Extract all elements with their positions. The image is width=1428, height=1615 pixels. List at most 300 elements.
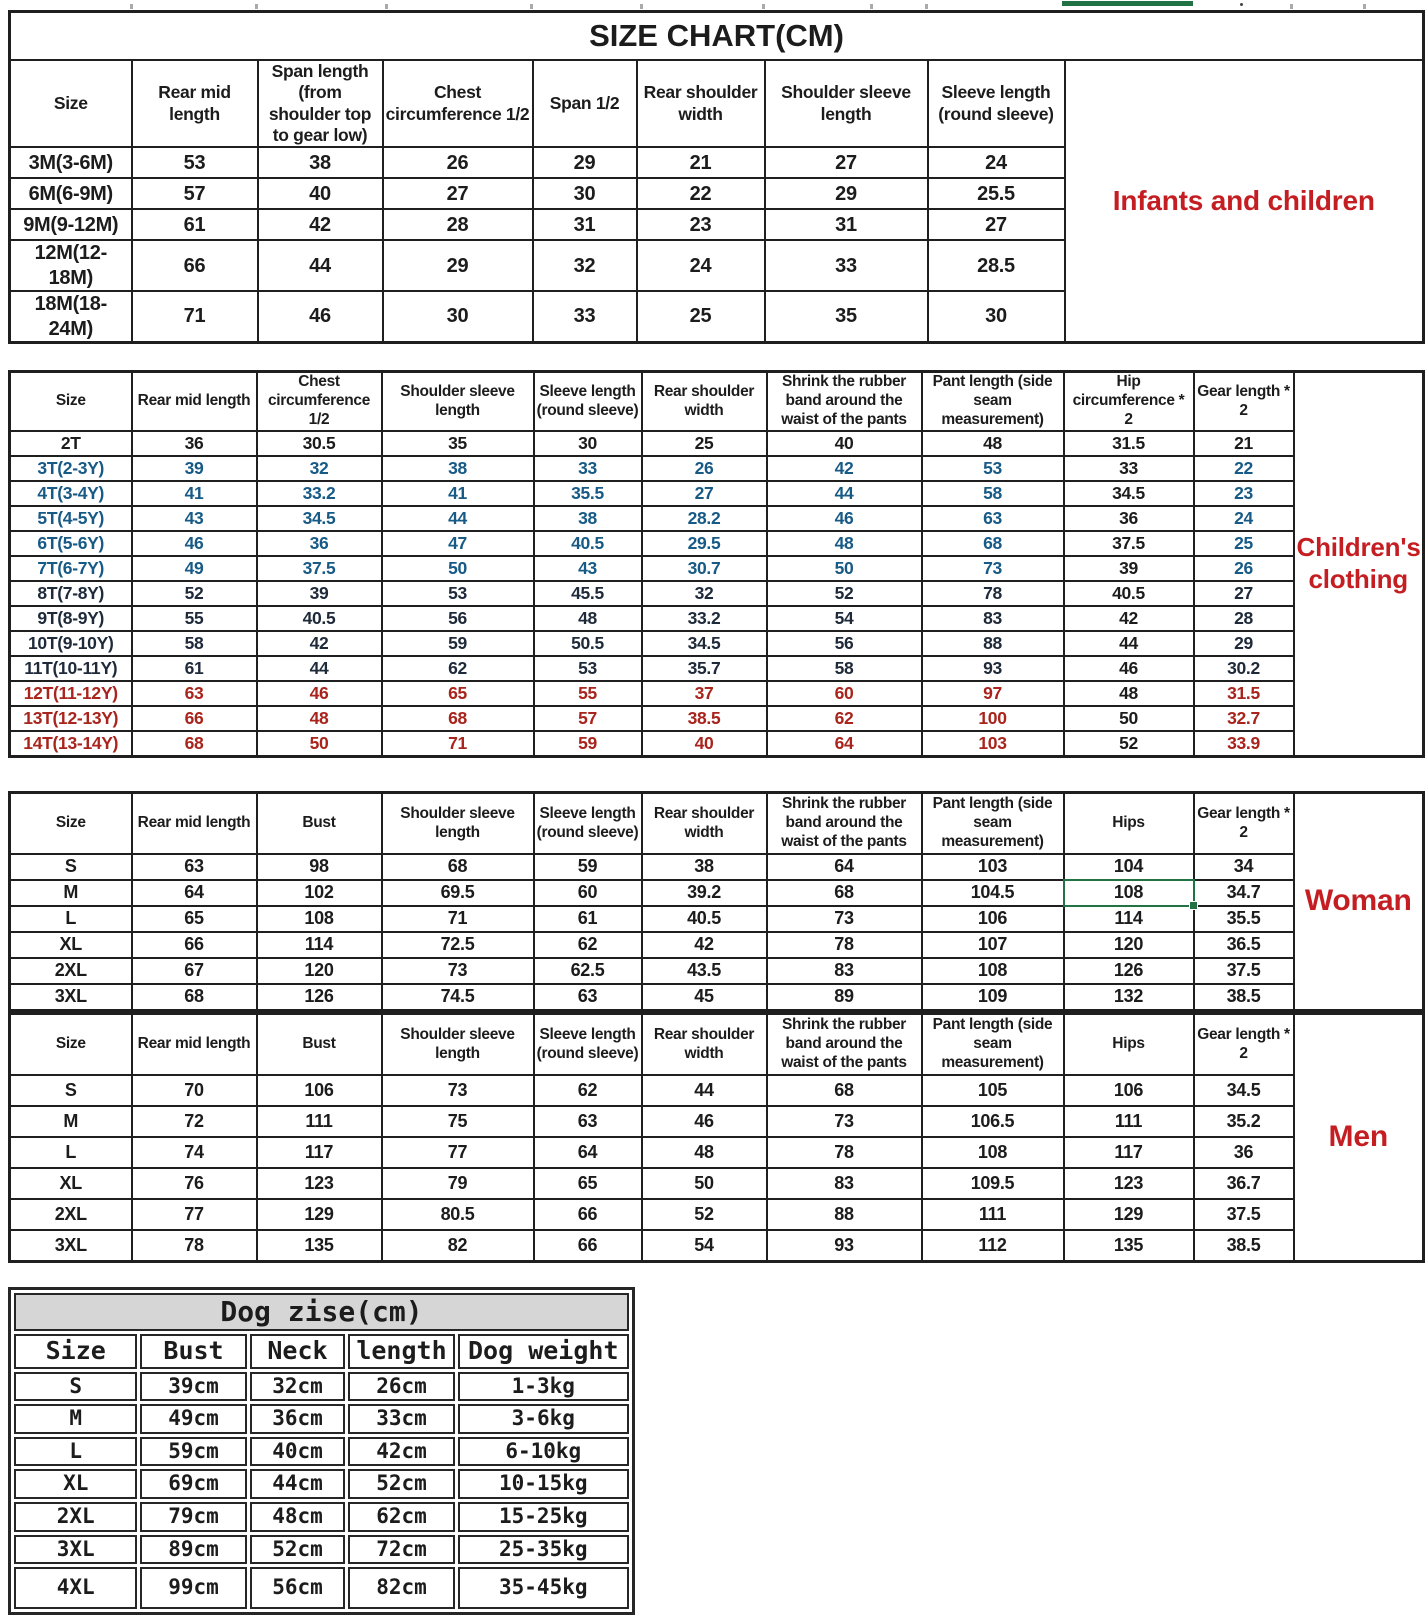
data-cell[interactable]: 52 (642, 1199, 767, 1230)
data-cell[interactable]: 26 (383, 147, 533, 178)
data-cell[interactable]: 53 (922, 456, 1064, 481)
column-header[interactable]: Gear length * 2 (1194, 1013, 1294, 1075)
data-cell[interactable]: 43.5 (642, 958, 767, 984)
data-cell[interactable]: 62 (382, 656, 534, 681)
data-cell[interactable]: 129 (257, 1199, 382, 1230)
data-cell[interactable]: 42 (767, 456, 922, 481)
data-cell[interactable]: 48 (767, 531, 922, 556)
data-cell[interactable]: 52cm (250, 1535, 346, 1565)
data-cell[interactable]: 126 (1064, 958, 1194, 984)
data-cell[interactable]: 63 (132, 681, 257, 706)
size-cell[interactable]: S (10, 854, 132, 880)
column-header[interactable]: Size (10, 371, 132, 431)
column-header[interactable]: Hips (1064, 1013, 1194, 1075)
data-cell[interactable]: 50.5 (534, 631, 642, 656)
size-cell[interactable]: 8T(7-8Y) (10, 581, 132, 606)
column-header[interactable]: Dog weight (458, 1334, 629, 1369)
size-cell[interactable]: S (14, 1372, 137, 1402)
column-header[interactable]: Pant length (side seam measurement) (922, 371, 1064, 431)
data-cell[interactable]: 68 (922, 531, 1064, 556)
size-cell[interactable]: 3M(3-6M) (10, 147, 132, 178)
data-cell[interactable]: 65 (534, 1168, 642, 1199)
data-cell[interactable]: 104.5 (922, 880, 1064, 906)
data-cell[interactable]: 65 (382, 681, 534, 706)
data-cell[interactable]: 27 (1194, 581, 1294, 606)
data-cell[interactable]: 49cm (140, 1404, 246, 1434)
size-cell[interactable]: 9T(8-9Y) (10, 606, 132, 631)
data-cell[interactable]: 38.5 (1194, 984, 1294, 1010)
size-cell[interactable]: 3T(2-3Y) (10, 456, 132, 481)
data-cell[interactable]: 45 (642, 984, 767, 1010)
column-header[interactable]: length (348, 1334, 454, 1369)
data-cell[interactable]: 58 (922, 481, 1064, 506)
data-cell[interactable]: 32 (533, 240, 637, 291)
data-cell[interactable]: 56 (382, 606, 534, 631)
data-cell[interactable]: 45.5 (534, 581, 642, 606)
data-cell[interactable]: 44 (382, 506, 534, 531)
column-header[interactable]: Shrink the rubber band around the waist of the pants (767, 792, 922, 854)
data-cell[interactable]: 135 (257, 1230, 382, 1261)
data-cell[interactable]: 42cm (348, 1437, 454, 1467)
data-cell[interactable]: 40.5 (1064, 581, 1194, 606)
data-cell[interactable]: 62 (534, 1075, 642, 1106)
size-cell[interactable]: L (14, 1437, 137, 1467)
data-cell[interactable]: 25-35kg (458, 1535, 629, 1565)
size-cell[interactable]: M (14, 1404, 137, 1434)
size-cell[interactable]: M (10, 1106, 132, 1137)
data-cell[interactable]: 58 (132, 631, 257, 656)
data-cell[interactable]: 61 (132, 656, 257, 681)
size-cell[interactable]: XL (14, 1469, 137, 1499)
data-cell[interactable]: 82cm (348, 1567, 454, 1609)
data-cell[interactable]: 15-25kg (458, 1502, 629, 1532)
data-cell[interactable]: 33.2 (642, 606, 767, 631)
data-cell[interactable]: 21 (637, 147, 765, 178)
column-header[interactable]: Rear shoulder width (637, 60, 765, 147)
size-cell[interactable]: 2XL (14, 1502, 137, 1532)
data-cell[interactable]: 48cm (250, 1502, 346, 1532)
data-cell[interactable]: 42 (258, 209, 383, 240)
data-cell[interactable]: 34 (1194, 854, 1294, 880)
data-cell[interactable]: 41 (132, 481, 257, 506)
data-cell[interactable]: 73 (767, 1106, 922, 1137)
data-cell[interactable]: 52 (1064, 731, 1194, 756)
data-cell[interactable]: 46 (132, 531, 257, 556)
data-cell[interactable]: 68 (382, 854, 534, 880)
data-cell[interactable]: 117 (257, 1137, 382, 1168)
data-cell[interactable]: 42 (257, 631, 382, 656)
data-cell[interactable]: 135 (1064, 1230, 1194, 1261)
data-cell[interactable]: 30 (533, 178, 637, 209)
column-header[interactable]: Size (14, 1334, 137, 1369)
column-header[interactable]: Shoulder sleeve length (382, 371, 534, 431)
data-cell[interactable]: 68 (767, 880, 922, 906)
data-cell[interactable]: 27 (765, 147, 928, 178)
data-cell[interactable]: 30 (534, 431, 642, 456)
data-cell[interactable]: 106 (1064, 1075, 1194, 1106)
data-cell[interactable]: 33cm (348, 1404, 454, 1434)
size-cell[interactable]: 9M(9-12M) (10, 209, 132, 240)
data-cell[interactable]: 105 (922, 1075, 1064, 1106)
data-cell[interactable]: 50 (382, 556, 534, 581)
data-cell[interactable]: 30 (928, 291, 1065, 342)
data-cell[interactable]: 52 (767, 581, 922, 606)
column-header[interactable]: Hip circumference * 2 (1064, 371, 1194, 431)
data-cell[interactable]: 63 (534, 984, 642, 1010)
data-cell[interactable]: 68 (382, 706, 534, 731)
data-cell[interactable]: 58 (767, 656, 922, 681)
column-header[interactable]: Size (10, 1013, 132, 1075)
data-cell[interactable]: 104 (1064, 854, 1194, 880)
data-cell[interactable]: 57 (132, 178, 258, 209)
size-cell[interactable]: M (10, 880, 132, 906)
data-cell[interactable]: 35 (382, 431, 534, 456)
data-cell[interactable]: 35-45kg (458, 1567, 629, 1609)
data-cell[interactable]: 98 (257, 854, 382, 880)
data-cell[interactable]: 25 (1194, 531, 1294, 556)
data-cell[interactable]: 111 (1064, 1106, 1194, 1137)
size-cell[interactable]: 4XL (14, 1567, 137, 1609)
data-cell[interactable]: 93 (922, 656, 1064, 681)
data-cell[interactable]: 61 (132, 209, 258, 240)
size-cell[interactable]: 5T(4-5Y) (10, 506, 132, 531)
data-cell[interactable]: 56 (767, 631, 922, 656)
data-cell[interactable]: 82 (382, 1230, 534, 1261)
data-cell[interactable]: 76 (132, 1168, 257, 1199)
data-cell[interactable]: 31 (533, 209, 637, 240)
data-cell[interactable]: 39 (257, 581, 382, 606)
data-cell[interactable]: 29 (383, 240, 533, 291)
data-cell[interactable]: 25 (637, 291, 765, 342)
data-cell[interactable]: 28 (383, 209, 533, 240)
column-header[interactable]: Shrink the rubber band around the waist of the pants (767, 1013, 922, 1075)
data-cell[interactable]: 41 (382, 481, 534, 506)
data-cell[interactable]: 42 (642, 932, 767, 958)
data-cell[interactable]: 107 (922, 932, 1064, 958)
data-cell[interactable]: 83 (767, 1168, 922, 1199)
data-cell[interactable]: 31.5 (1194, 681, 1294, 706)
data-cell[interactable]: 40 (767, 431, 922, 456)
data-cell[interactable]: 33 (533, 291, 637, 342)
data-cell[interactable]: 55 (132, 606, 257, 631)
column-header[interactable]: Hips (1064, 792, 1194, 854)
data-cell[interactable]: 40.5 (642, 906, 767, 932)
category-label[interactable]: Woman (1294, 792, 1424, 1010)
data-cell[interactable]: 120 (1064, 932, 1194, 958)
data-cell[interactable]: 53 (132, 147, 258, 178)
data-cell[interactable]: 46 (767, 506, 922, 531)
data-cell[interactable]: 48 (534, 606, 642, 631)
column-header[interactable]: Chest circumference 1/2 (383, 60, 533, 147)
size-cell[interactable]: 6T(5-6Y) (10, 531, 132, 556)
data-cell[interactable]: 48 (922, 431, 1064, 456)
data-cell[interactable]: 112 (922, 1230, 1064, 1261)
data-cell[interactable]: 36.5 (1194, 932, 1294, 958)
data-cell[interactable]: 78 (767, 1137, 922, 1168)
data-cell[interactable]: 34.5 (1064, 481, 1194, 506)
data-cell[interactable]: 38 (382, 456, 534, 481)
data-cell[interactable]: 26 (1194, 556, 1294, 581)
data-cell[interactable]: 99cm (140, 1567, 246, 1609)
data-cell[interactable]: 50 (642, 1168, 767, 1199)
size-cell[interactable]: XL (10, 932, 132, 958)
size-cell[interactable]: 2XL (10, 958, 132, 984)
data-cell[interactable]: 36 (1194, 1137, 1294, 1168)
data-cell[interactable]: 33 (765, 240, 928, 291)
data-cell[interactable]: 25.5 (928, 178, 1065, 209)
column-header[interactable]: Bust (140, 1334, 246, 1369)
column-header[interactable]: Sleeve length (round sleeve) (534, 1013, 642, 1075)
data-cell[interactable]: 63 (922, 506, 1064, 531)
data-cell[interactable]: 88 (767, 1199, 922, 1230)
size-cell[interactable]: L (10, 1137, 132, 1168)
data-cell[interactable]: 29 (533, 147, 637, 178)
data-cell[interactable]: 31.5 (1064, 431, 1194, 456)
data-cell[interactable]: 72.5 (382, 932, 534, 958)
data-cell[interactable]: 111 (922, 1199, 1064, 1230)
data-cell[interactable]: 71 (132, 291, 258, 342)
data-cell[interactable]: 111 (257, 1106, 382, 1137)
data-cell[interactable]: 36.7 (1194, 1168, 1294, 1199)
column-header[interactable]: Shoulder sleeve length (382, 1013, 534, 1075)
data-cell[interactable]: 66 (132, 706, 257, 731)
data-cell[interactable]: 80.5 (382, 1199, 534, 1230)
data-cell[interactable]: 28 (1194, 606, 1294, 631)
data-cell[interactable]: 60 (534, 880, 642, 906)
data-cell[interactable]: 53 (534, 656, 642, 681)
data-cell[interactable]: 69cm (140, 1469, 246, 1499)
data-cell[interactable]: 68 (132, 984, 257, 1010)
data-cell[interactable]: 29.5 (642, 531, 767, 556)
data-cell[interactable]: 68 (767, 1075, 922, 1106)
column-header[interactable]: Bust (257, 792, 382, 854)
column-header[interactable]: Gear length * 2 (1194, 792, 1294, 854)
data-cell[interactable]: 55 (534, 681, 642, 706)
data-cell[interactable]: 64 (534, 1137, 642, 1168)
data-cell[interactable]: 106 (922, 906, 1064, 932)
data-cell[interactable]: 26cm (348, 1372, 454, 1402)
data-cell[interactable]: 103 (922, 854, 1064, 880)
data-cell[interactable]: 108 (922, 958, 1064, 984)
data-cell[interactable]: 52 (132, 581, 257, 606)
data-cell[interactable]: 68 (132, 731, 257, 756)
data-cell[interactable]: 23 (637, 209, 765, 240)
data-cell[interactable]: 109.5 (922, 1168, 1064, 1199)
data-cell[interactable]: 38 (258, 147, 383, 178)
data-cell[interactable]: 27 (928, 209, 1065, 240)
data-cell[interactable]: 40cm (250, 1437, 346, 1467)
data-cell[interactable]: 29 (765, 178, 928, 209)
data-cell[interactable]: 36 (1064, 506, 1194, 531)
column-header[interactable]: Rear shoulder width (642, 792, 767, 854)
data-cell[interactable]: 132 (1064, 984, 1194, 1010)
data-cell[interactable]: 28.5 (928, 240, 1065, 291)
data-cell[interactable]: 57 (534, 706, 642, 731)
column-header[interactable]: Pant length (side seam measurement) (922, 1013, 1064, 1075)
data-cell[interactable]: 123 (1064, 1168, 1194, 1199)
data-cell[interactable]: 78 (922, 581, 1064, 606)
data-cell[interactable]: 48 (642, 1137, 767, 1168)
data-cell[interactable]: 74 (132, 1137, 257, 1168)
size-cell[interactable]: 2XL (10, 1199, 132, 1230)
data-cell[interactable]: 77 (382, 1137, 534, 1168)
data-cell[interactable]: 59 (534, 731, 642, 756)
size-cell[interactable]: 3XL (14, 1535, 137, 1565)
data-cell[interactable]: 46 (1064, 656, 1194, 681)
data-cell[interactable]: 40.5 (257, 606, 382, 631)
data-cell[interactable]: 37.5 (1064, 531, 1194, 556)
size-cell[interactable]: 12T(11-12Y) (10, 681, 132, 706)
data-cell[interactable]: 60 (767, 681, 922, 706)
data-cell[interactable]: 108 (257, 906, 382, 932)
column-header[interactable]: Pant length (side seam measurement) (922, 792, 1064, 854)
column-header[interactable]: Shrink the rubber band around the waist of the pants (767, 371, 922, 431)
data-cell[interactable]: 69.5 (382, 880, 534, 906)
data-cell[interactable]: 22 (1194, 456, 1294, 481)
data-cell[interactable]: 38.5 (642, 706, 767, 731)
data-cell[interactable]: 114 (257, 932, 382, 958)
data-cell[interactable]: 32cm (250, 1372, 346, 1402)
data-cell[interactable]: 21 (1194, 431, 1294, 456)
column-header[interactable]: Span length (from shoulder top to gear low) (258, 60, 383, 147)
category-label[interactable]: Men (1294, 1013, 1424, 1261)
data-cell[interactable]: 120 (257, 958, 382, 984)
data-cell[interactable]: 93 (767, 1230, 922, 1261)
data-cell[interactable]: 106.5 (922, 1106, 1064, 1137)
data-cell[interactable]: 62 (534, 932, 642, 958)
column-header[interactable]: Size (10, 60, 132, 147)
data-cell[interactable]: 46 (257, 681, 382, 706)
column-header[interactable]: Gear length * 2 (1194, 371, 1294, 431)
data-cell[interactable]: 42 (1064, 606, 1194, 631)
data-cell[interactable]: 40 (642, 731, 767, 756)
size-cell[interactable]: 6M(6-9M) (10, 178, 132, 209)
data-cell[interactable]: 44cm (250, 1469, 346, 1499)
data-cell[interactable]: 88 (922, 631, 1064, 656)
data-cell[interactable]: 35.5 (534, 481, 642, 506)
data-cell[interactable]: 43 (534, 556, 642, 581)
data-cell[interactable]: 44 (1064, 631, 1194, 656)
data-cell[interactable]: 40 (258, 178, 383, 209)
data-cell[interactable]: 30.5 (257, 431, 382, 456)
size-cell[interactable]: 12M(12-18M) (10, 240, 132, 291)
data-cell[interactable]: 39cm (140, 1372, 246, 1402)
data-cell[interactable]: 34.5 (257, 506, 382, 531)
data-cell[interactable]: 48 (257, 706, 382, 731)
data-cell[interactable]: 30.2 (1194, 656, 1294, 681)
column-header[interactable]: Chest circumference 1/2 (257, 371, 382, 431)
data-cell[interactable]: 37.5 (1194, 958, 1294, 984)
data-cell[interactable]: 50 (1064, 706, 1194, 731)
data-cell[interactable]: 89cm (140, 1535, 246, 1565)
category-label[interactable]: Infants and children (1065, 60, 1424, 342)
data-cell[interactable]: 44 (767, 481, 922, 506)
data-cell[interactable]: 33.2 (257, 481, 382, 506)
data-cell[interactable]: 30.7 (642, 556, 767, 581)
column-header[interactable]: Bust (257, 1013, 382, 1075)
data-cell[interactable]: 44 (258, 240, 383, 291)
data-cell[interactable]: 27 (642, 481, 767, 506)
data-cell[interactable]: 29 (1194, 631, 1294, 656)
data-cell[interactable]: 59 (534, 854, 642, 880)
data-cell[interactable]: 46 (642, 1106, 767, 1137)
data-cell[interactable]: 10-15kg (458, 1469, 629, 1499)
data-cell[interactable]: 37.5 (257, 556, 382, 581)
column-header[interactable]: Sleeve length (round sleeve) (534, 792, 642, 854)
data-cell[interactable]: 48 (1064, 681, 1194, 706)
data-cell[interactable]: 83 (767, 958, 922, 984)
size-cell[interactable]: 11T(10-11Y) (10, 656, 132, 681)
data-cell[interactable]: 64 (767, 854, 922, 880)
data-cell[interactable]: 75 (382, 1106, 534, 1137)
data-cell[interactable]: 70 (132, 1075, 257, 1106)
data-cell[interactable]: 39 (1064, 556, 1194, 581)
data-cell[interactable]: 66 (534, 1199, 642, 1230)
data-cell[interactable]: 24 (637, 240, 765, 291)
data-cell[interactable]: 3-6kg (458, 1404, 629, 1434)
data-cell[interactable]: 38 (642, 854, 767, 880)
data-cell[interactable]: 6-10kg (458, 1437, 629, 1467)
column-header[interactable]: Sleeve length (round sleeve) (928, 60, 1065, 147)
data-cell[interactable]: 65 (132, 906, 257, 932)
column-header[interactable]: Shoulder sleeve length (765, 60, 928, 147)
column-header[interactable]: Rear mid length (132, 60, 258, 147)
data-cell[interactable]: 31 (765, 209, 928, 240)
data-cell[interactable]: 30 (383, 291, 533, 342)
size-cell[interactable]: L (10, 906, 132, 932)
column-header[interactable]: Neck (250, 1334, 346, 1369)
data-cell[interactable]: 66 (132, 932, 257, 958)
data-cell[interactable]: 32.7 (1194, 706, 1294, 731)
data-cell[interactable]: 109 (922, 984, 1064, 1010)
data-cell[interactable]: 47 (382, 531, 534, 556)
data-cell[interactable]: 108 (922, 1137, 1064, 1168)
data-cell[interactable]: 44 (642, 1075, 767, 1106)
category-label[interactable]: Children's clothing (1294, 371, 1424, 756)
data-cell[interactable]: 39 (132, 456, 257, 481)
size-chart-title[interactable]: SIZE CHART(CM) (10, 12, 1424, 61)
data-cell[interactable]: 117 (1064, 1137, 1194, 1168)
active-cell[interactable]: 108 (1064, 880, 1194, 906)
data-cell[interactable]: 78 (132, 1230, 257, 1261)
data-cell[interactable]: 89 (767, 984, 922, 1010)
data-cell[interactable]: 32 (257, 456, 382, 481)
column-header[interactable]: Rear mid length (132, 371, 257, 431)
data-cell[interactable]: 59 (382, 631, 534, 656)
size-cell[interactable]: 10T(9-10Y) (10, 631, 132, 656)
data-cell[interactable]: 74.5 (382, 984, 534, 1010)
data-cell[interactable]: 32 (642, 581, 767, 606)
data-cell[interactable]: 35.5 (1194, 906, 1294, 932)
data-cell[interactable]: 78 (767, 932, 922, 958)
data-cell[interactable]: 24 (1194, 506, 1294, 531)
data-cell[interactable]: 23 (1194, 481, 1294, 506)
size-cell[interactable]: 2T (10, 431, 132, 456)
data-cell[interactable]: 27 (383, 178, 533, 209)
data-cell[interactable]: 35.2 (1194, 1106, 1294, 1137)
data-cell[interactable]: 72cm (348, 1535, 454, 1565)
data-cell[interactable]: 72 (132, 1106, 257, 1137)
data-cell[interactable]: 67 (132, 958, 257, 984)
data-cell[interactable]: 103 (922, 731, 1064, 756)
data-cell[interactable]: 46 (258, 291, 383, 342)
data-cell[interactable]: 37.5 (1194, 1199, 1294, 1230)
data-cell[interactable]: 33 (534, 456, 642, 481)
data-cell[interactable]: 63 (534, 1106, 642, 1137)
size-cell[interactable]: 3XL (10, 984, 132, 1010)
size-cell[interactable]: 13T(12-13Y) (10, 706, 132, 731)
data-cell[interactable]: 62 (767, 706, 922, 731)
